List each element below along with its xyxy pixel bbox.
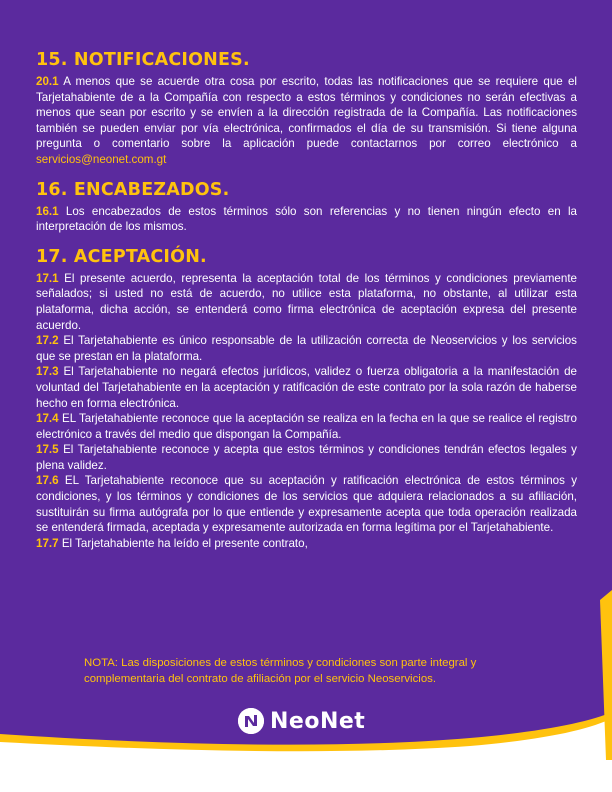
clause — [36, 473, 577, 535]
clause-text: El Tarjetahabiente reconoce y acepta que estos términos y condiciones tendrán efectos legales y plena validez. — [36, 443, 577, 472]
email-link[interactable]: servicios@neonet.com.gt — [36, 152, 167, 166]
clause-number: 17.6 — [36, 474, 59, 488]
clause — [36, 442, 577, 473]
disclaimer-note: NOTA: Las disposiciones de estos términos y condiciones son parte integral y complementaria del contrato de afiliación por el servicio Neoservicios. — [84, 657, 477, 685]
clause-number: 16.1 — [36, 204, 59, 218]
clause-text: El Tarjetahabiente no negará efectos jurídicos, validez o fuerza obligatoria a la manifestación de voluntad del Tarjetahabiente en la aceptación y ratificación de este contrato por la sola razón de haberse hecho en forma electrónica. — [36, 365, 577, 410]
clause-text: El Tarjetahabiente es único responsable de la utilización correcta de Neoservicios y los servicios que se prestan en la plataforma. — [36, 334, 577, 363]
clause — [36, 364, 577, 411]
clause-text: EL Tarjetahabiente reconoce que su aceptación y ratificación electrónica de estos términos y condiciones, y los términos y condiciones de los servicios que adquiera relacionados a su afiliación, sustituirán su firma autógrafa por lo que entiende y expresamente acepta que toda operación realizada se entenderá firmada, aceptada y expresamente autorizada en forma legítima por el Tarjetahabiente. — [36, 474, 577, 535]
clause-number: 20.1 — [36, 75, 59, 88]
neonet-logo — [238, 706, 365, 736]
clause-number: 17.2 — [36, 334, 59, 348]
clause-text: EL Tarjetahabiente reconoce que la aceptación se realiza en la fecha en la que se realice el registro electrónico a través del medio que dispongan la Compañía. — [36, 412, 577, 441]
clause-text: Los encabezados de estos términos sólo son referencias y no tienen ningún efecto en la interpretación de los mismos. — [36, 204, 577, 234]
clause-number: 17.7 — [36, 536, 59, 550]
clause-number: 17.4 — [36, 412, 59, 426]
clause-text: El presente acuerdo, representa la aceptación total de los términos y condiciones previamente señalados; si usted no está de acuerdo, no utilice esta plataforma, no obstante, al utilizar esta plataforma, dicha acción, se entenderá como firma electrónica de aceptación expresa del presente acuerdo. — [36, 271, 577, 332]
clause-number: 17.5 — [36, 443, 59, 457]
logo-wordmark: NeoNet — [270, 708, 366, 734]
clause-number: 17.3 — [36, 365, 59, 379]
section-notificaciones — [36, 48, 577, 168]
section-encabezados — [36, 178, 577, 235]
clause-number: 17.1 — [36, 271, 59, 285]
clause-text: A menos que se acuerde otra cosa por escrito, todas las notificaciones que se requiere que el Tarjetahabiente de a la Compañía con respecto a estos términos y condiciones no serán efectivas a menos que sean por escrito y se envíen a la dirección registrada de la Compañía. Las notificaciones también se pueden enviar por vía electrónica, confirmados el día de su transmisión. Si tiene alguna pregunta o comentario sobre la aplicación puede contactarnos por correo electrónico a — [36, 75, 577, 151]
section-title: 17. ACEPTACIÓN. — [36, 246, 207, 267]
clause — [36, 74, 577, 168]
section-title: 16. ENCABEZADOS. — [36, 179, 230, 200]
clause — [36, 411, 577, 442]
clause — [36, 333, 577, 364]
section-aceptacion — [36, 245, 577, 552]
section-title: 15. NOTIFICACIONES. — [36, 50, 250, 70]
clause — [36, 271, 577, 333]
neonet-logo-icon — [238, 708, 264, 734]
clause-text: El Tarjetahabiente ha leído el presente contrato, — [61, 536, 308, 550]
clause — [36, 536, 577, 552]
terms-content — [36, 48, 577, 561]
clause — [36, 204, 577, 235]
